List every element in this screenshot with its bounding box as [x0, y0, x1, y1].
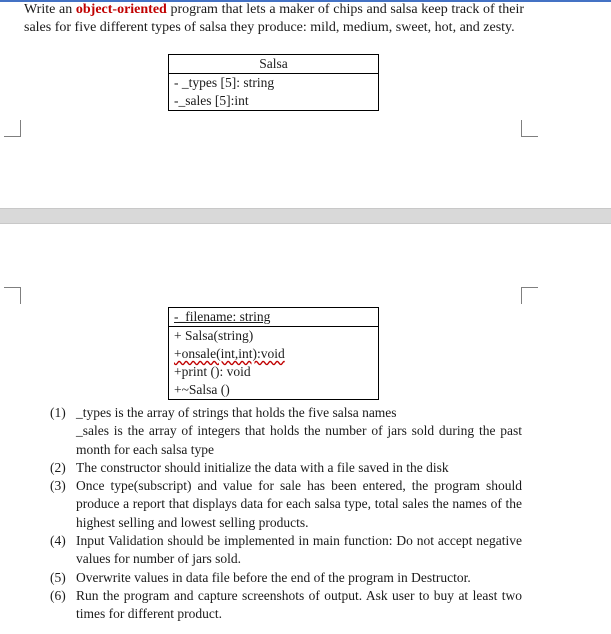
requirement-number: (2)	[50, 459, 66, 475]
crop-mark-bottom-left	[4, 287, 21, 304]
page-break-gap	[0, 208, 611, 224]
uml-attribute-text: -_filename: string	[174, 309, 271, 324]
uml-class-name: Salsa	[169, 55, 378, 74]
requirement-item	[50, 587, 522, 624]
requirement-text-continued: _sales is the array of integers that holds the number of jars sold during the past month for each salsa type	[76, 423, 522, 457]
requirement-number: (5)	[50, 569, 66, 585]
requirement-item	[50, 404, 522, 459]
requirement-item	[50, 459, 522, 477]
crop-mark-top-left	[4, 120, 21, 137]
uml-attribute: -_sales [5]:int	[174, 93, 249, 108]
intro-text-end: program that lets a maker of chips and salsa keep track of their sales for five different types of salsa they produce: mild, medium, sweet, hot, and zesty.	[24, 2, 524, 35]
intro-keyword: object-oriented	[75, 2, 167, 17]
requirement-text: The constructor should initialize the data with a file saved in the disk	[76, 459, 449, 475]
requirements-list	[50, 404, 522, 624]
requirement-text: Overwrite values in data file before the end of the program in Destructor.	[76, 569, 471, 585]
uml-attribute: - _types [5]: string	[174, 75, 275, 90]
requirement-number: (6)	[50, 587, 66, 603]
requirement-text: Input Validation should be implemented in main function: Do not accept negative values for number of jars sold.	[76, 533, 522, 567]
requirement-item	[50, 569, 522, 587]
crop-mark-bottom-right	[521, 287, 538, 304]
uml-class-salsa-bottom	[168, 307, 379, 400]
intro-text-start: Write an	[24, 2, 76, 17]
requirement-number: (3)	[50, 478, 66, 494]
requirement-text: Once type(subscript) and value for sale has been entered, the program should produce a report that displays data for each salsa type, total sales the names of the highest selling and lowest selling products.	[76, 478, 522, 530]
uml-class-salsa-top	[168, 54, 379, 111]
requirement-item	[50, 532, 522, 569]
uml-method: +print (): void	[174, 364, 251, 379]
requirement-text: _types is the array of strings that holds the five salsa names	[76, 405, 397, 420]
uml-attribute	[169, 308, 378, 327]
requirement-item	[50, 477, 522, 532]
uml-method-text: +onsale(int,int):void	[174, 346, 285, 361]
uml-method	[169, 345, 378, 363]
requirement-text: Run the program and capture screenshots of output. Ask user to buy at least two times for different product.	[76, 587, 522, 622]
uml-method: + Salsa(string)	[174, 328, 254, 343]
requirement-number: (4)	[50, 533, 66, 549]
intro-paragraph	[24, 1, 524, 37]
requirement-number: (1)	[50, 405, 66, 420]
crop-mark-top-right	[521, 120, 538, 137]
uml-method: +~Salsa ()	[174, 382, 230, 397]
document-page-top	[0, 0, 611, 208]
